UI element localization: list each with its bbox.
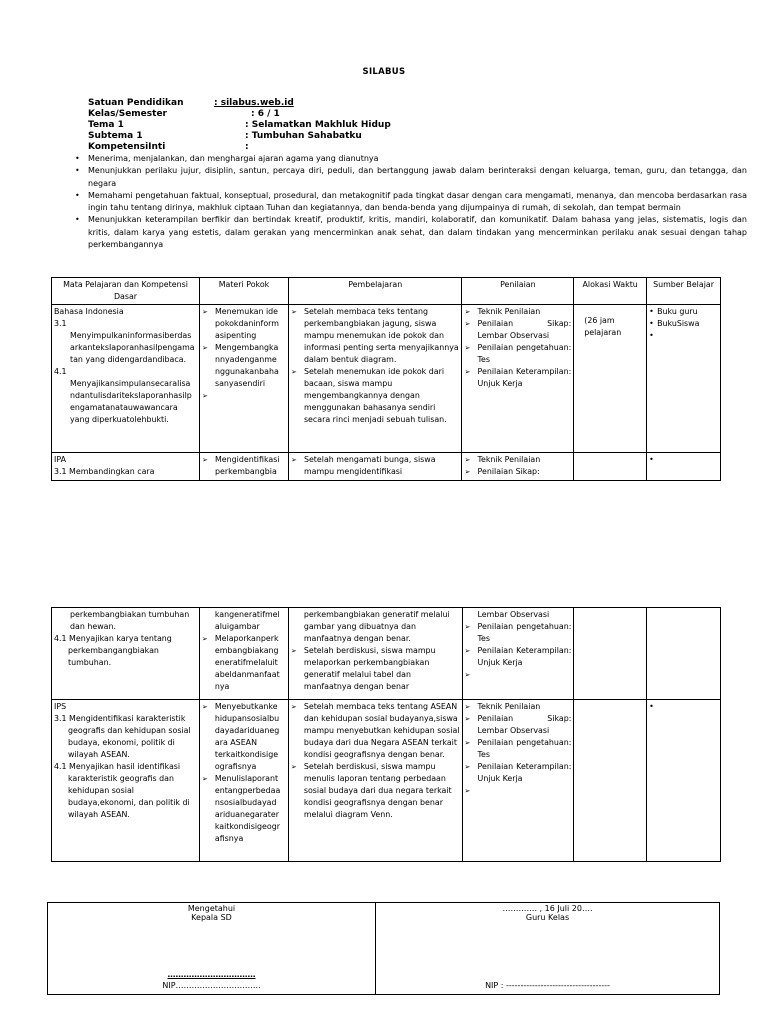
identity-label: Satuan Pendidikan (88, 98, 184, 108)
alokasi-cell (574, 453, 647, 481)
header-sumber: Sumber Belajar (647, 278, 721, 305)
signature-left-line2: Kepala SD (191, 913, 232, 922)
identity-value: : Tumbuhan Sahabatku (245, 131, 362, 141)
principal-nip: NIP………………………….. (162, 981, 261, 990)
subject-name: IPS (54, 702, 67, 711)
header-materi: Materi Pokok (199, 278, 288, 305)
penilaian-item: ➢ Penilaian pengetahuan: Tes (465, 621, 572, 645)
kd-number: 4.1 (54, 367, 67, 376)
kd-text: perkembangbiakan tumbuhan dan hewan. (70, 610, 190, 631)
materi-cell (199, 700, 288, 862)
sumber-item: • Buku guru (649, 306, 718, 318)
materi-cell (199, 305, 288, 453)
identity-value-text: : silabus.web.id (214, 98, 294, 108)
signature-left (48, 903, 376, 994)
pembelajaran-text: perkembangbiakan generatif melalui gambar yang dibuatnya dan manfaatnya dengan benar. (303, 610, 450, 643)
subject-cell (52, 700, 200, 862)
materi-item: ➢ Menemukan ide pokokdaninform asipenting (202, 306, 286, 342)
sumber-cell (647, 608, 721, 700)
penilaian-cell (462, 453, 574, 481)
table-header-row (52, 278, 721, 305)
materi-item: ➢ Menyebutkanke hidupansosialbu dayadariduaneg ara ASEAN terkaitkondisige ografisnya (202, 701, 286, 773)
kd-text: Menyajikansimpulansecaralisa ndantulisdariteksIaporanhasilp engamatanatauwawancara yang diperkuatolehbukti. (70, 379, 192, 424)
core-competency-list (75, 153, 747, 251)
identity-value: : (245, 142, 249, 152)
sumber-item (649, 454, 718, 466)
penilaian-cell (462, 700, 574, 862)
kd-text: 3.1 Membandingkan cara (54, 467, 155, 476)
materi-cell (199, 453, 288, 481)
table-row (52, 700, 721, 862)
signature-right (376, 903, 719, 994)
materi-text: kangeneratifmel aluigambar (214, 610, 280, 631)
sumber-item (649, 330, 718, 342)
table-row (52, 608, 721, 700)
subject-cell (52, 305, 200, 453)
core-competency-item: • Menunjukkan perilaku jujur, disiplin, santun, percaya diri, peduli, dan bertanggung jawab dalam berinteraksi dengan keluarga, teman, guru, dan tetangga, dan negara (75, 165, 747, 190)
penilaian-item: ➢ Penilaian Sikap: Lembar Observasi (465, 713, 572, 737)
identity-label: KompetensiInti (88, 142, 166, 152)
alokasi-cell (574, 608, 647, 700)
penilaian-item: ➢ Penilaian Keterampilan: Unjuk Kerja (465, 645, 572, 669)
penilaian-cell (462, 305, 574, 453)
penilaian-item: ➢ Penilaian Keterampilan: Unjuk Kerja (464, 366, 571, 390)
core-competency-item: • Menunjukkan keterampilan berfikir dan bertindak kreatif, produktif, kritis, mandiri, kolaboratif, dan komunikatif. Dalam bahasa yang jelas, sistematis, logis dan kritis, dalam karya yang estetis, dalam gerakan yang mencerminkan anak sehat, dan dalam tindakan yang mencerminkan perilaku anak sesuai dengan tahap perkembangannya (75, 214, 747, 251)
penilaian-item: ➢ Penilaian pengetahuan: Tes (465, 737, 572, 761)
penilaian-item: ➢ Teknik Penilaian (464, 454, 571, 466)
identity-value: : 6 / 1 (251, 109, 280, 119)
sumber-item: • BukuSiswa (649, 318, 718, 330)
pembelajaran-cell (288, 608, 462, 700)
penilaian-item (465, 669, 572, 681)
identity-label: Tema 1 (88, 120, 124, 130)
subject-name: IPA (54, 455, 66, 464)
identity-row (88, 109, 280, 120)
identity-row (88, 98, 294, 109)
pembelajaran-item: ➢ Setelah mengamati bunga, siswa mampu mengidentifikasi (291, 454, 460, 478)
sumber-cell (647, 305, 721, 453)
identity-label: Kelas/Semester (88, 109, 167, 119)
identity-label: Subtema 1 (88, 131, 143, 141)
signature-box (47, 902, 720, 995)
sumber-cell (647, 700, 721, 862)
materi-item (202, 390, 286, 402)
pembelajaran-item: ➢ Setelah menemukan ide pokok dari bacaan, siswa mampu mengembangkannya dengan menggunakan bahasanya sendiri secara rinci menjadi sebuah tulisan. (291, 366, 460, 426)
identity-value: : Selamatkan Makhluk Hidup (245, 120, 391, 130)
table-row (52, 305, 721, 453)
identity-row (88, 131, 362, 142)
pembelajaran-item: ➢ Setelah berdiskusi, siswa mampu menulis laporan tentang perbedaan sosial budaya dari dua negara terkait kondisi geografisnya dengan benar melalui diagram Venn. (291, 761, 460, 821)
penilaian-cell (462, 608, 574, 700)
identity-value (214, 98, 294, 109)
pembelajaran-cell (288, 453, 462, 481)
pembelajaran-cell (288, 305, 462, 453)
penilaian-item: ➢ Teknik Penilaian (465, 701, 572, 713)
subject-cell (52, 608, 200, 700)
penilaian-item: ➢ Penilaian Sikap: (464, 466, 571, 478)
kd-number: 3.1 (54, 319, 67, 328)
syllabus-table-part2 (51, 607, 721, 862)
sumber-item (649, 701, 718, 713)
header-alokasi: Alokasi Waktu (574, 278, 647, 305)
materi-item: ➢ Mengidentifikasi perkembangbia (202, 454, 286, 478)
alokasi-text: (26 jam pelajaran (584, 316, 622, 337)
alokasi-cell (574, 305, 647, 453)
header-penilaian: Penilaian (462, 278, 574, 305)
penilaian-item: ➢ Penilaian Keterampilan: Unjuk Kerja (465, 761, 572, 785)
teacher-nip: NIP : ------------------------------------ (485, 981, 610, 990)
core-competency-item: • Memahami pengetahuan faktual, konseptual, prosedural, dan metakognitif pada tingkat dasar dengan cara mengamati, menanya, dan mencoba berdasarkan rasa ingin tahu tentang dirinya, makhluk ciptaan Tuhan dan kegiatannya, dan benda-benda yang dijumpainya di rumah, di sekolah, dan tempat bermain (75, 190, 747, 215)
signature-date: …………. , 16 Juli 20…. (502, 904, 593, 913)
document-title: SILABUS (362, 67, 406, 77)
kd-text: 4.1 Menyajikan hasil identifikasi karakteristik geografis dan kehidupan sosial budaya,ekonomi, dan politik di wilayah ASEAN. (54, 762, 190, 819)
materi-item: ➢ Menulislaporant entangperbedaa nsosialbudayad ariduanegarater kaitkondisigeogr afisnya (202, 773, 286, 845)
alokasi-cell (574, 700, 647, 862)
penilaian-text: Lembar Observasi (477, 610, 550, 619)
table-row (52, 453, 721, 481)
materi-item: ➢ Mengembangka nnyadenganme nggunakanbaha sanyasendiri (202, 342, 286, 390)
penilaian-item (465, 785, 572, 797)
identity-row (88, 142, 249, 153)
signature-left-line1: Mengetahui (187, 904, 236, 913)
pembelajaran-cell (288, 700, 462, 862)
header-subject: Mata Pelajaran dan Kompetensi Dasar (52, 278, 200, 305)
pembelajaran-item: ➢ Setelah membaca teks tentang ASEAN dan kehidupan sosial budayanya,siswa mampu menyebutkan kehidupan sosial budaya dari dua Negara ASEAN terkait kondisi geografisnya dengan benar. (291, 701, 460, 761)
syllabus-table-part1 (51, 277, 721, 481)
header-pembelajaran: Pembelajaran (288, 278, 462, 305)
pembelajaran-item: ➢ Setelah membaca teks tentang perkembangbiakan jagung, siswa mampu menemukan ide pokok dan informasi penting serta menyajikannya dalam bentuk diagram. (291, 306, 460, 366)
signature-role: Guru Kelas (525, 913, 570, 922)
penilaian-item: ➢ Penilaian Sikap: Lembar Observasi (464, 318, 571, 342)
core-competency-item: • Menerima, menjalankan, dan menghargai ajaran agama yang dianutnya (75, 153, 747, 165)
pembelajaran-item: ➢ Setelah berdiskusi, siswa mampu melaporkan perkembangbiakan generatif melalui tabel dan manfaatnya dengan benar (291, 645, 460, 693)
subject-name: Bahasa Indonesia (54, 307, 124, 316)
kd-text: 4.1 Menyajikan karya tentang perkembangangbiakan tumbuhan. (54, 634, 172, 667)
kd-text: 3.1 Mengidentifikasi karakteristik geografis dan kehidupan sosial budaya, ekonomi, politik di wilayah ASEAN. (54, 714, 191, 759)
penilaian-item: ➢ Penilaian pengetahuan: Tes (464, 342, 571, 366)
subject-cell (52, 453, 200, 481)
kd-text: Menyimpulkaninformasiberdas arkanteksIaporanhasilpengama tan yang didengardandibaca. (70, 331, 195, 364)
penilaian-item: ➢ Teknik Penilaian (464, 306, 571, 318)
principal-name-placeholder: …………………………… (167, 970, 256, 979)
sumber-cell (647, 453, 721, 481)
identity-row (88, 120, 391, 131)
materi-cell (199, 608, 288, 700)
materi-item: ➢ Melaporkanperk embangbiakang eneratifmelaluit abeldanmanfaat nya (202, 633, 286, 693)
